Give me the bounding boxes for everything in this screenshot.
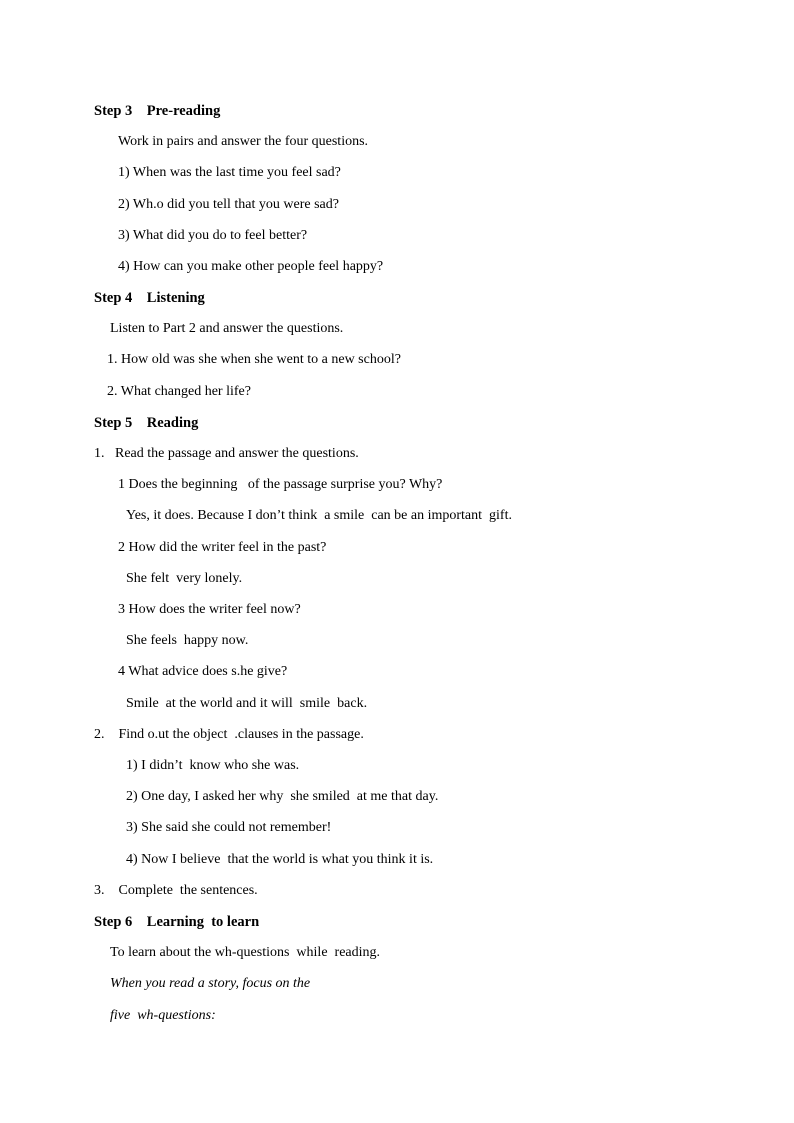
reading-question: 4 What advice does s.he give? <box>118 664 288 679</box>
step6-intro: To learn about the wh-questions while reading. <box>110 945 381 960</box>
step4-question: 1. How old was she when she went to a new school? <box>107 352 401 367</box>
step5-task2-label: 2. Find o.ut the object .clauses in the passage. <box>94 727 364 742</box>
step6-heading: Step 6 Learning to learn <box>94 914 260 930</box>
reading-question: 3 How does the writer feel now? <box>118 602 301 617</box>
step4-intro: Listen to Part 2 and answer the questions. <box>110 321 344 336</box>
reading-question: 2 How did the writer feel in the past? <box>118 540 327 555</box>
step6-tip-line: When you read a story, focus on the <box>110 976 311 991</box>
reading-answer: Yes, it does. Because I don’t think a smile can be an important gift. <box>126 508 512 523</box>
reading-answer: Smile at the world and it will smile back. <box>126 696 368 711</box>
step3-question: 2) Wh.o did you tell that you were sad? <box>118 197 339 212</box>
step3-intro: Work in pairs and answer the four questions. <box>118 134 369 149</box>
step3-question: 4) How can you make other people feel happy? <box>118 259 384 274</box>
step5-task3-label: 3. Complete the sentences. <box>94 883 258 898</box>
step3-question: 1) When was the last time you feel sad? <box>118 165 341 180</box>
object-clause-item: 4) Now I believe that the world is what you think it is. <box>126 852 434 867</box>
object-clause-item: 2) One day, I asked her why she smiled at me that day. <box>126 789 439 804</box>
reading-answer: She felt very lonely. <box>126 571 243 586</box>
object-clause-item: 3) She said she could not remember! <box>126 820 332 835</box>
step3-heading: Step 3 Pre-reading <box>94 103 221 119</box>
step5-heading: Step 5 Reading <box>94 415 199 431</box>
step3-question: 3) What did you do to feel better? <box>118 228 308 243</box>
step4-question: 2. What changed her life? <box>107 384 251 399</box>
step6-tip-line: five wh-questions: <box>110 1008 216 1023</box>
step4-heading: Step 4 Listening <box>94 290 205 306</box>
reading-question: 1 Does the beginning of the passage surprise you? Why? <box>118 477 443 492</box>
step5-task1-label: 1. Read the passage and answer the questions. <box>94 446 359 461</box>
object-clause-item: 1) I didn’t know who she was. <box>126 758 300 773</box>
reading-answer: She feels happy now. <box>126 633 249 648</box>
